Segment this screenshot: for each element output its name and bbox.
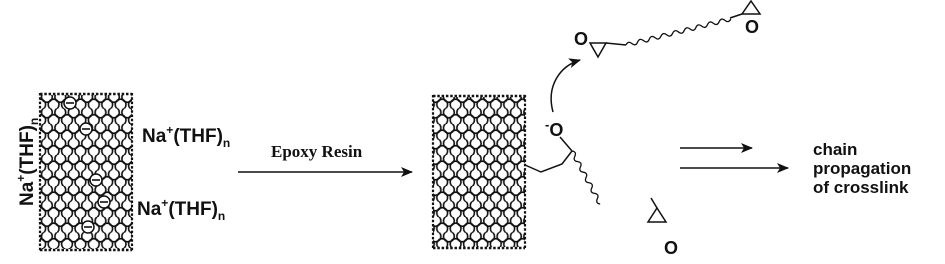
result-line-3: of crosslink (813, 178, 909, 197)
nanotube-right (433, 95, 525, 249)
counterion-charge: + (14, 174, 28, 182)
nanotube-left (40, 93, 132, 251)
charge-minus-2 (80, 123, 92, 135)
result-text (813, 140, 911, 197)
counterion-label-vertical (14, 118, 41, 206)
result-line-1: chain (813, 140, 858, 159)
epoxide-oxygen-upper-left: O (574, 29, 589, 49)
counterion-na-text: Na (142, 126, 167, 147)
result-line-2: propagation (813, 159, 912, 178)
counterion-na-text: Na (137, 199, 162, 220)
charge-minus-3 (90, 174, 102, 186)
alkoxide-charge: - (545, 117, 550, 132)
counterion-label-top (142, 123, 230, 150)
grafted-chain-bond (525, 151, 572, 172)
epoxide-upper-left (590, 43, 626, 57)
charge-minus-5 (82, 221, 94, 233)
epoxide-upper-right (730, 1, 760, 18)
chain-wavy-upper (626, 17, 732, 47)
counterion-subscript: n (217, 209, 226, 223)
epoxide-lower (648, 198, 666, 222)
chain-wavy-lower (570, 150, 602, 205)
alkoxide-o-text: O (549, 120, 564, 140)
counterion-label-bottom (137, 196, 225, 223)
epoxide-oxygen-lower: O (664, 238, 679, 258)
curved-attack-arrow (551, 60, 580, 112)
reagent-label: Epoxy Resin (271, 142, 363, 161)
counterion-thf-text: (THF) (17, 125, 38, 175)
counterion-charge: + (161, 196, 169, 210)
epoxide-oxygen-upper-right: O (745, 17, 760, 37)
charge-minus-4 (98, 196, 110, 208)
counterion-na-text: Na (17, 181, 38, 206)
counterion-subscript: n (27, 117, 41, 126)
counterion-charge: + (166, 123, 174, 137)
counterion-subscript: n (222, 136, 231, 150)
counterion-thf-text: (THF) (173, 126, 223, 147)
alkoxide-oxygen (545, 117, 563, 141)
charge-minus-1 (64, 97, 76, 109)
counterion-thf-text: (THF) (168, 199, 218, 220)
